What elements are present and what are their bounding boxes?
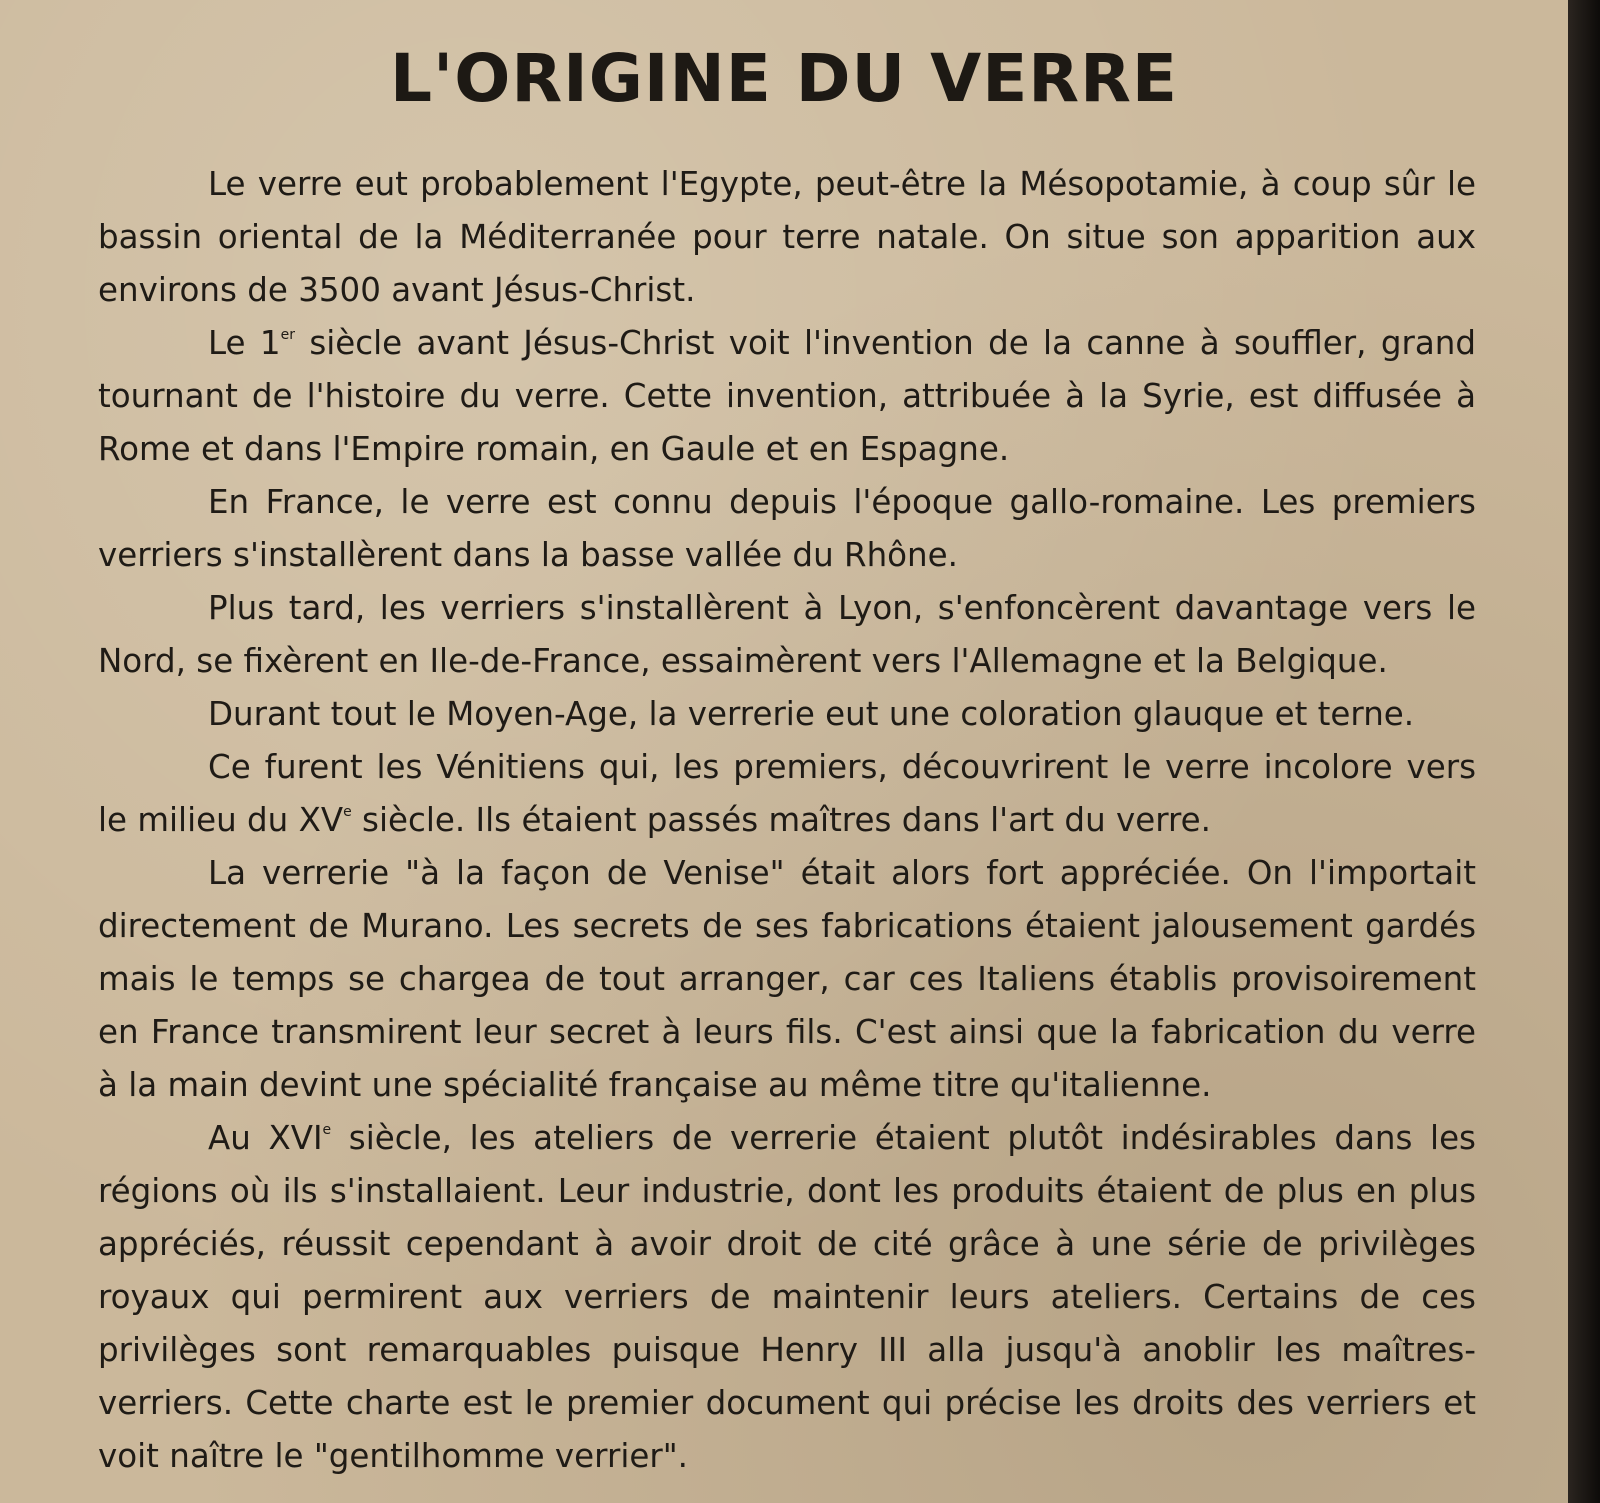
paragraph-7: La verrerie "à la façon de Venise" était alors fort appréciée. On l'importait directement de Murano. Les secrets de ses fabrications étaient jalousement gardés mais le temps se chargea de tout arranger, car ces Italiens établis provisoirement en France transmirent leur secret à leurs fils. C'est ainsi que la fabrication du verre à la main devint une spécialité française au même titre qu'italienne. [98, 854, 1476, 1104]
paragraph-8-start: Au XVI [208, 1119, 323, 1157]
paragraph-4: Plus tard, les verriers s'installèrent à Lyon, s'enfoncèrent davantage vers le Nord, se fixèrent en Ile-de-France, essaimèrent vers l'Allemagne et la Belgique. [98, 589, 1476, 680]
superscript-e-2: e [322, 1122, 332, 1138]
superscript-er: er [280, 327, 295, 343]
superscript-e: e [343, 804, 352, 820]
paragraph-1: Le verre eut probablement l'Egypte, peut-être la Mésopotamie, à coup sûr le bassin oriental de la Méditerranée pour terre natale. On situe son apparition aux environs de 3500 avant Jésus-Christ. [98, 165, 1476, 309]
paragraph-8-rest: siècle, les ateliers de verrerie étaient plutôt indésirables dans les régions où ils s'installaient. Leur industrie, dont les produits étaient de plus en plus appréciés, réussit cependant à avoir droit de cité grâce à une série de privilèges royaux qui permirent aux verriers de maintenir leurs ateliers. Certains de ces privilèges sont remarquables puisque Henry III alla jusqu'à anoblir les maîtres-verriers. Cette charte est le premier document qui précise les droits des verriers et voit naître le "gentilhomme verrier". [98, 1119, 1476, 1475]
paragraph-6 [98, 741, 1476, 847]
paragraph-6-start: Ce furent les Vénitiens qui, les premiers, découvrirent le verre incolore vers le milieu du XV [98, 748, 1476, 839]
paragraph-6-rest: siècle. Ils étaient passés maîtres dans l'art du verre. [351, 801, 1211, 839]
page-title: L'ORIGINE DU VERRE [389, 40, 1179, 117]
paragraph-8 [98, 1112, 1476, 1483]
paragraph-2-start: Le 1 [208, 324, 281, 362]
paragraph-5: Durant tout le Moyen-Age, la verrerie eut une coloration glauque et terne. [208, 695, 1415, 733]
paragraph-3: En France, le verre est connu depuis l'époque gallo-romaine. Les premiers verriers s'installèrent dans la basse vallée du Rhône. [98, 483, 1476, 574]
frame-edge [1568, 0, 1600, 1503]
paragraph-2 [98, 317, 1476, 476]
body-text [98, 158, 1476, 1483]
paragraph-2-rest: siècle avant Jésus-Christ voit l'invention de la canne à souffler, grand tournant de l'histoire du verre. Cette invention, attribuée à la Syrie, est diffusée à Rome et dans l'Empire romain, en Gaule et en Espagne. [98, 324, 1476, 468]
